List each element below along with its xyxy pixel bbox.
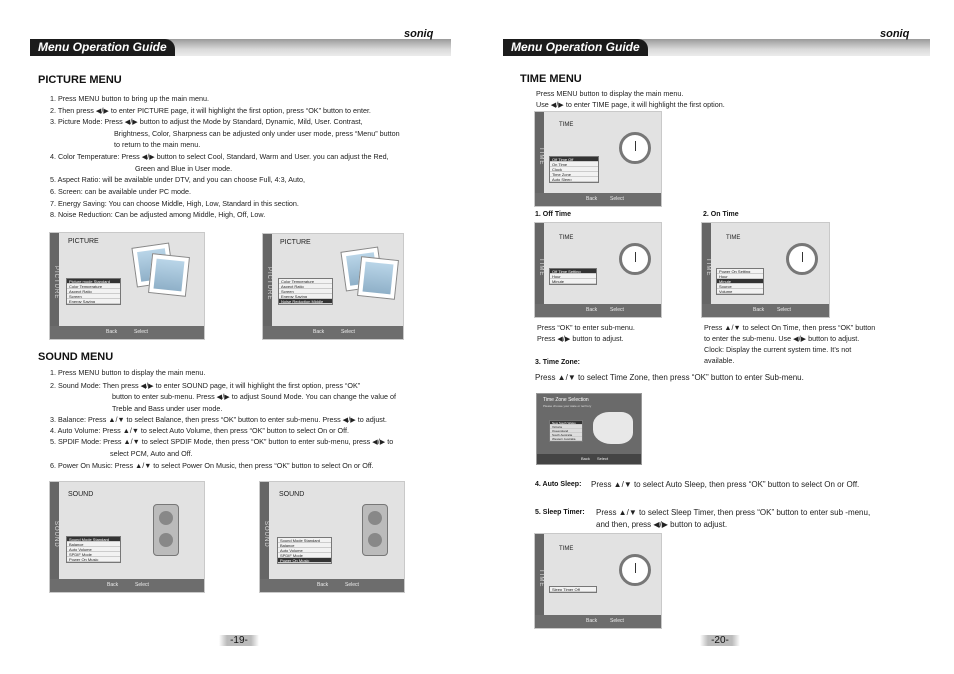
instruction-line: 8. Noise Reduction: Can be adjusted among Middle, High, Off, Low. [50, 210, 266, 219]
menu-item: Energy Saving [67, 299, 120, 304]
screen-title: SOUND [279, 491, 305, 498]
menu-item: Power On Music [67, 557, 120, 562]
screen-title: SOUND [68, 491, 94, 498]
alarm-clock-icon [786, 243, 818, 275]
screen-title: TIME [559, 546, 574, 552]
select-label: Select [341, 329, 355, 335]
instruction-line: button to enter sub-menu. Press ◀/▶ to adjust Sound Mode. You can change the value of [112, 392, 396, 401]
screen-footer [260, 579, 404, 592]
picture-icon [357, 256, 399, 300]
select-label: Select [597, 456, 609, 461]
back-label: Back [586, 618, 598, 624]
screen-title: PICTURE [68, 238, 99, 245]
side-label: TIME [535, 223, 544, 307]
sleep-timer-text: and then, press ◀/▶ button to adjust. [596, 520, 728, 529]
side-label: TIME [702, 223, 711, 307]
time-menu-title: TIME MENU [520, 73, 582, 85]
on-time-text: Press ▲/▼ to select On Time, then press “OK” button [704, 323, 876, 332]
screen-title: TIME [559, 122, 574, 128]
select-label: Select [777, 307, 791, 313]
menu-item: Color Temperature [67, 284, 120, 289]
alarm-clock-icon [619, 554, 651, 586]
menu-item: Off Time Setting [550, 269, 596, 274]
screen-footer [535, 615, 661, 628]
time-zone-screen [536, 393, 642, 465]
screen-footer [50, 326, 204, 339]
menu-list [549, 268, 597, 285]
off-time-text: Press ◀/▶ button to adjust. [537, 334, 624, 343]
menu-item: Minute [550, 279, 596, 284]
off-time-text: Press “OK” to enter sub-menu. [537, 323, 635, 332]
menu-list [277, 537, 332, 564]
menu-item: Western Australia [550, 437, 582, 441]
sleep-timer-screen [534, 533, 662, 629]
menu-item: Auto Volume [67, 547, 120, 552]
menu-item: SPDIF Mode [67, 552, 120, 557]
side-label: TIME [535, 112, 544, 196]
screen-subtitle: Please choose your state or territory [543, 404, 592, 408]
picture-menu-title: PICTURE MENU [38, 74, 122, 86]
left-header-title: Menu Operation Guide [30, 39, 175, 56]
screen-title: TIME [559, 235, 574, 241]
menu-item: Noise Reduction Middle [279, 299, 332, 304]
side-label: PICTURE [50, 233, 59, 329]
back-label: Back [317, 582, 329, 588]
screen-title: Time Zone Selection [543, 397, 589, 403]
side-label: PICTURE [263, 234, 272, 329]
back-label: Back [107, 582, 119, 588]
time-main-screen [534, 111, 662, 207]
instruction-line: Brightness, Color, Sharpness can be adjusted only under user mode, press “Menu” button [114, 129, 400, 138]
menu-list [66, 278, 121, 305]
left-brand-logo: soniq [404, 28, 434, 40]
left-page-number: -19- [219, 635, 259, 646]
instruction-line: 5. Aspect Ratio: will be available under DTV, and you can choose Full, 4:3, Auto, [50, 175, 306, 184]
select-label: Select [135, 582, 149, 588]
select-label: Select [610, 196, 624, 202]
screen-footer [537, 454, 641, 464]
menu-item: Balance [278, 543, 331, 548]
instruction-line: 6. Screen: can be available under PC mode. [50, 187, 192, 196]
select-label: Select [610, 307, 624, 313]
instruction-line: 2. Sound Mode: Then press ◀/▶ to enter SOUND page, it will highlight the first option, press “OK” [50, 381, 361, 390]
menu-item: Source [717, 284, 763, 289]
time-zone-label: 3. Time Zone: [535, 359, 580, 366]
off-time-label: 1. Off Time [535, 211, 572, 218]
alarm-clock-icon [619, 243, 651, 275]
picture-icon [148, 253, 190, 297]
instruction-line: 3. Picture Mode: Press ◀/▶ button to adjust the Mode by Standard, Dynamic, Mild, User. Contrast, [50, 117, 363, 126]
menu-list [66, 536, 121, 563]
sleep-timer-label: 5. Sleep Timer: [535, 509, 585, 516]
menu-item: Screen [279, 289, 332, 294]
screen-footer [535, 304, 661, 317]
time-intro-line: Press MENU button to display the main menu. [536, 89, 684, 98]
on-time-text: available. [704, 356, 735, 365]
instruction-line: 1. Press MENU button to display the main menu. [50, 368, 206, 377]
menu-item: Power On Setting [717, 269, 763, 274]
instruction-line: 3. Balance: Press ▲/▼ to select Balance, then press “OK” button to enter sub-menu. Press ◀/▶ to adjust. [50, 415, 387, 424]
instruction-line: 4. Auto Volume: Press ▲/▼ to select Auto Volume, then press “OK” button to select On or Off. [50, 426, 349, 435]
menu-item: Aspect Ratio [67, 289, 120, 294]
menu-item: Time Zone [550, 172, 598, 177]
on-time-text: Clock: Display the current system time. It’s not [704, 345, 852, 354]
screen-footer [702, 304, 829, 317]
menu-item: Balance [67, 542, 120, 547]
picture-screen-2 [262, 233, 404, 340]
sound-screen-1 [49, 481, 205, 593]
menu-item: Auto Sleep [550, 177, 598, 182]
auto-sleep-text: Press ▲/▼ to select Auto Sleep, then press “OK” button to select On or Off. [591, 480, 860, 489]
screen-title: PICTURE [280, 239, 311, 246]
back-label: Back [581, 456, 590, 461]
menu-list [549, 420, 583, 442]
auto-sleep-label: 4. Auto Sleep: [535, 481, 582, 488]
screen-footer [50, 579, 204, 592]
menu-item: Sound Mode Standard [67, 537, 120, 542]
off-time-screen [534, 222, 662, 318]
alarm-clock-icon [619, 132, 651, 164]
instruction-line: 2. Then press ◀/▶ to enter PICTURE page, it will highlight the first option, press “OK” button to enter. [50, 106, 371, 115]
menu-item: Hour [550, 274, 596, 279]
instruction-line: 4. Color Temperature: Press ◀/▶ button to select Cool, Standard, Warm and User. you can adjust the Red, [50, 152, 389, 161]
right-header-title: Menu Operation Guide [503, 39, 648, 56]
left-header-bar [30, 39, 451, 56]
menu-list [549, 586, 597, 593]
menu-item: Off Time Off [550, 157, 598, 162]
screen-footer [263, 326, 403, 339]
select-label: Select [134, 329, 148, 335]
instruction-line: 6. Power On Music: Press ▲/▼ to select Power On Music, then press “OK” button to select On or Off. [50, 461, 374, 470]
time-zone-text: Press ▲/▼ to select Time Zone, then press “OK” button to enter Sub-menu. [535, 373, 804, 382]
menu-item: SPDIF Mode [278, 553, 331, 558]
sound-menu-title: SOUND MENU [38, 351, 114, 363]
menu-item: Screen [67, 294, 120, 299]
speaker-icon [362, 504, 388, 556]
instruction-line: Green and Blue in User mode. [135, 164, 233, 173]
instruction-line: Treble and Bass under user mode. [112, 404, 223, 413]
instruction-line: 5. SPDIF Mode: Press ▲/▼ to select SPDIF Mode, then press “OK” button to enter sub-menu, press ◀/▶ to [50, 437, 394, 446]
menu-item: Picture mode Standard [67, 279, 120, 284]
back-label: Back [313, 329, 325, 335]
menu-item: New South Wales [550, 421, 582, 425]
speaker-icon [153, 504, 179, 556]
right-brand-logo: soniq [880, 28, 910, 40]
instruction-line: select PCM, Auto and Off. [110, 449, 193, 458]
menu-item: Aspect Ratio [279, 284, 332, 289]
on-time-screen [701, 222, 830, 318]
side-label: TIME [535, 534, 544, 618]
side-label: SOUND [260, 482, 269, 582]
back-label: Back [753, 307, 765, 313]
menu-item: Queensland [550, 429, 582, 433]
on-time-label: 2. On Time [703, 211, 739, 218]
picture-screen-1 [49, 232, 205, 340]
time-intro-line: Use ◀/▶ to enter TIME page, it will highlight the first option. [536, 100, 725, 109]
screen-title: TIME [726, 235, 741, 241]
back-label: Back [106, 329, 118, 335]
sleep-timer-text: Press ▲/▼ to select Sleep Timer, then press “OK” button to enter sub -menu, [596, 508, 871, 517]
menu-list [278, 278, 333, 305]
menu-item: Sleep Timer Off [550, 587, 596, 592]
on-time-text: to enter the sub-menu. Use ◀/▶ button to adjust. [704, 334, 860, 343]
menu-item: On Time [550, 162, 598, 167]
instruction-line: 7. Energy Saving: You can choose Middle, High, Low, Standard in this section. [50, 199, 299, 208]
menu-item: Hour [717, 274, 763, 279]
sound-screen-2 [259, 481, 405, 593]
menu-item: Volume [717, 289, 763, 294]
menu-list [716, 268, 764, 295]
menu-item: Victoria [550, 425, 582, 429]
menu-item: Energy Saving [279, 294, 332, 299]
menu-item: Sound Mode Standard [278, 538, 331, 543]
menu-list [549, 156, 599, 183]
instruction-line: to return to the main menu. [114, 140, 201, 149]
instruction-line: 1. Press MENU button to bring up the main menu. [50, 94, 210, 103]
menu-item: Auto Volume [278, 548, 331, 553]
menu-item: Clock [550, 167, 598, 172]
select-label: Select [610, 618, 624, 624]
back-label: Back [586, 196, 598, 202]
menu-item: Color Temperature [279, 279, 332, 284]
back-label: Back [586, 307, 598, 313]
right-page-number: -20- [700, 635, 740, 646]
right-header-bar [503, 39, 930, 56]
side-label: SOUND [50, 482, 59, 582]
menu-item: Power On Music [278, 558, 331, 563]
australia-map-icon [593, 412, 633, 444]
select-label: Select [345, 582, 359, 588]
menu-item: Minute [717, 279, 763, 284]
menu-item: South Australia [550, 433, 582, 437]
screen-footer [535, 193, 661, 206]
